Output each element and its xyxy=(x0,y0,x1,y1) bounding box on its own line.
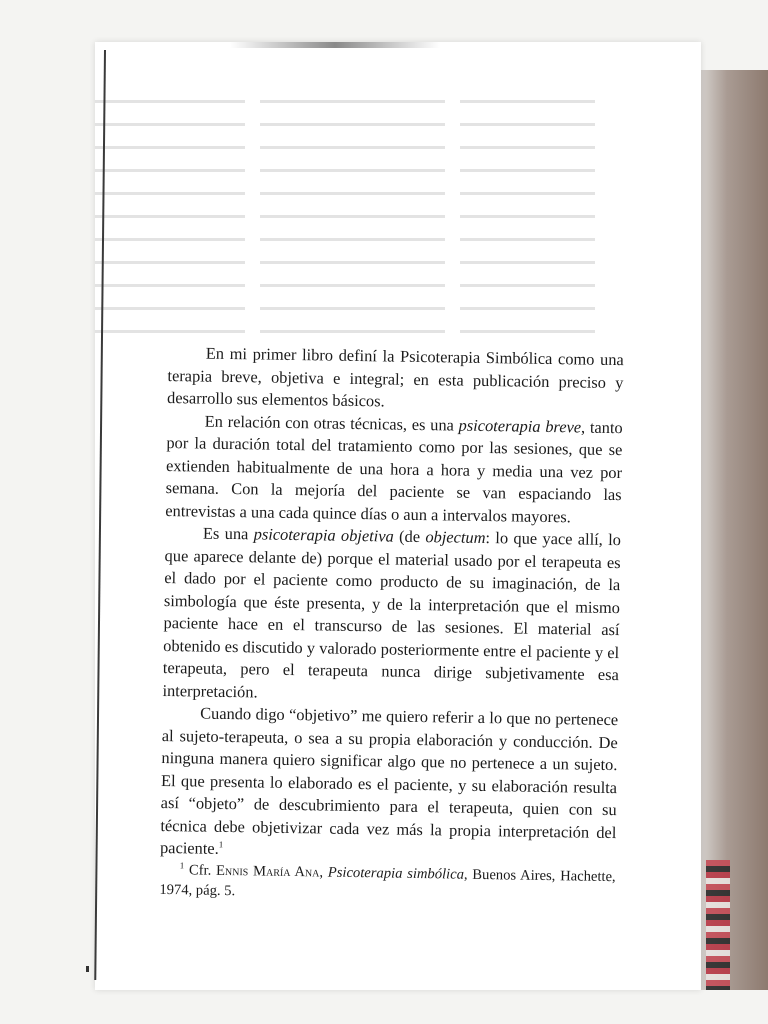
paragraph-3-text-start: Es una xyxy=(202,523,254,544)
paragraph-3 xyxy=(162,522,621,709)
paragraph-3-text-middle: (de xyxy=(393,526,426,547)
footnote-author: Ennis María Ana xyxy=(215,862,320,880)
page-top-shadow xyxy=(230,42,440,48)
page-mark xyxy=(86,966,89,972)
footnote xyxy=(159,859,616,906)
paragraph-2-text-start: En relación con otras técnicas, es una xyxy=(204,411,459,435)
footnote-number: 1 xyxy=(179,859,185,870)
fabric-edge xyxy=(706,860,730,990)
paragraph-2-text-end: , tanto por la duración total del tratamiento como por las sesiones, que se extienden habitualmente de una hora a hora y media una vez por semana. Con la mejoría del paciente se van espaciando las entrevistas a una cada quince días o aun a intervalos mayores. xyxy=(165,417,623,526)
paragraph-1 xyxy=(167,342,624,417)
table-edge xyxy=(700,70,768,990)
paragraph-3-emphasis-latin: objectum xyxy=(425,527,486,548)
footnote-separator: , xyxy=(319,863,328,881)
paragraph-2 xyxy=(165,409,623,529)
body-text xyxy=(159,342,624,907)
footnote-reference: 1 xyxy=(218,839,224,850)
footnote-title: Psicoterapia simbólica xyxy=(327,864,465,883)
paragraph-3-emphasis: psicoterapia objetiva xyxy=(253,524,394,546)
paragraph-4-text: Cuando digo “objetivo” me quiero referir a lo que no pertenece al sujeto-terapeuta, o sea a su propia elaboración y conducción. De ninguna manera quiero significar algo que no pertenece a un sujeto. El que presenta lo elaborado es el paciente, y su elaboración resulta así “objeto” de descubrimiento para el terapeuta, quien con su técnica debe objetivizar cada vez más la propia interpretación del paciente. xyxy=(159,703,619,858)
footnote-publication: , Buenos Aires, Hachette, 1974, pág. 5. xyxy=(159,866,616,899)
paragraph-1-text: En mi primer libro definí la Psicoterapia Simbólica como una terapia breve, objetiva e integral; en esta publicación preciso y desarrollo sus elementos básicos. xyxy=(166,343,624,411)
paragraph-3-text-end: : lo que yace allí, lo que aparece delante de) porque el material usado por el terapeuta es el dado por el paciente como producto de su imaginación, de la simbología que éste presenta, y de la interpretación que el mismo paciente hace en el transcurso de las sesiones. El material así obtenido es discutido y valorado posteriormente entre el paciente y el terapeuta, pero el terapeuta nunca dirige subjetivamente esa interpretación. xyxy=(162,528,622,701)
paragraph-2-emphasis: psicoterapia breve xyxy=(458,415,582,436)
paragraph-4 xyxy=(160,702,618,867)
footnote-prefix: Cfr. xyxy=(188,861,217,879)
